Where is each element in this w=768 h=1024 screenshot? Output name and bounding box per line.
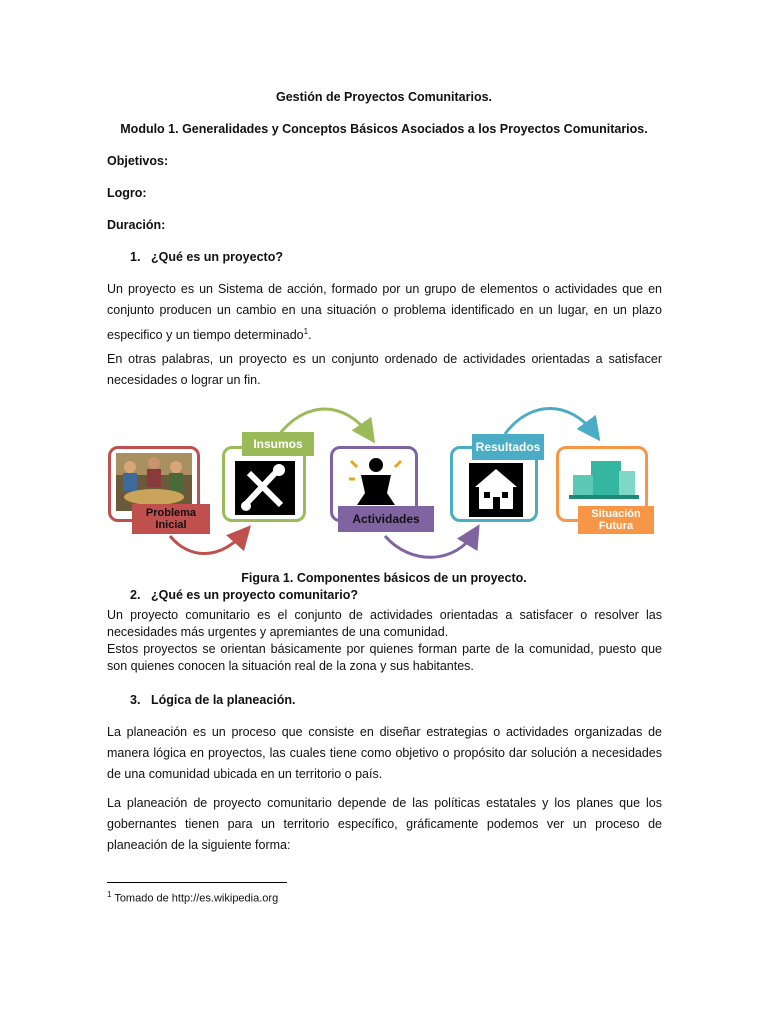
footnote-number: 1 xyxy=(107,890,112,899)
arrow-actividades-resultados xyxy=(385,532,475,557)
buildings-icon xyxy=(569,457,639,501)
paragraph-text: Un proyecto es un Sistema de acción, formado por un grupo de elementos o actividades que en conjunto producen un cambio en una situación o problema identificado en un lugar, en un plazo especifico y un tiempo determinado xyxy=(107,282,662,343)
arrow-problema-insumos xyxy=(170,532,245,554)
tools-icon xyxy=(235,461,295,515)
logro-label: Logro: xyxy=(107,186,147,200)
module-title: Modulo 1. Generalidades y Conceptos Básicos Asociados a los Proyectos Comunitarios. xyxy=(120,122,648,136)
section-3-paragraph-1: La planeación es un proceso que consiste en diseñar estrategias o actividades organizadas de manera lógica en proyectos, las cuales tiene como objetivo o propósito dar solución a necesidades de una comunidad ubicada en un territorio o país. xyxy=(107,725,662,781)
insumos-box xyxy=(222,446,306,522)
section-number: 1. xyxy=(130,250,141,264)
section-1-paragraph-1 xyxy=(107,279,662,346)
document-title: Gestión de Proyectos Comunitarios. xyxy=(275,90,492,104)
duracion-label: Duración: xyxy=(107,218,166,232)
worker-icon xyxy=(347,457,405,507)
section-2-paragraph-2: Estos proyectos se orientan básicamente por quienes forman parte de la comunidad, puesto que son quienes conocen la situación real de la zona y sus habitantes. xyxy=(107,642,662,673)
section-title: ¿Qué es un proyecto? xyxy=(151,250,283,264)
section-3-heading xyxy=(130,693,295,707)
components-diagram xyxy=(100,400,660,570)
meeting-photo-icon xyxy=(116,453,192,511)
actividades-label: Actividades xyxy=(338,506,434,532)
section-2-heading xyxy=(130,588,358,602)
section-1-heading xyxy=(130,250,283,264)
problema-label: Problema Inicial xyxy=(132,504,210,534)
figure-caption: Figura 1. Componentes básicos de un proyecto. xyxy=(241,571,527,585)
arrow-resultados-situacion xyxy=(505,409,595,435)
footnote-ref: 1 xyxy=(303,327,309,336)
footnote-divider xyxy=(107,882,287,883)
section-1-paragraph-2: En otras palabras, un proyecto es un conjunto ordenado de actividades orientadas a satisfacer necesidades o lograr un fin. xyxy=(107,352,662,387)
insumos-label: Insumos xyxy=(242,432,314,456)
section-title: ¿Qué es un proyecto comunitario? xyxy=(151,588,358,602)
section-2-paragraph-1: Un proyecto comunitario es el conjunto de actividades orientadas a satisfacer o resolver las necesidades más urgentes y apremiantes de una comunidad. xyxy=(107,608,662,639)
resultados-label: Resultados xyxy=(472,434,544,460)
section-number: 3. xyxy=(130,693,141,707)
section-3-paragraph-2: La planeación de proyecto comunitario depende de las políticas estatales y los planes que los gobernantes tienen para un territorio específico, gráficamente podemos ver un proceso de planeación de la siguiente forma: xyxy=(107,796,662,852)
house-icon xyxy=(469,463,523,517)
footnote xyxy=(107,890,278,905)
section-title: Lógica de la planeación. xyxy=(151,693,296,707)
footnote-text: Tomado de http://es.wikipedia.org xyxy=(114,892,279,905)
situacion-label: Situación Futura xyxy=(578,506,654,534)
paragraph-end: . xyxy=(308,328,312,343)
section-number: 2. xyxy=(130,588,141,602)
objetivos-label: Objetivos: xyxy=(107,154,169,168)
